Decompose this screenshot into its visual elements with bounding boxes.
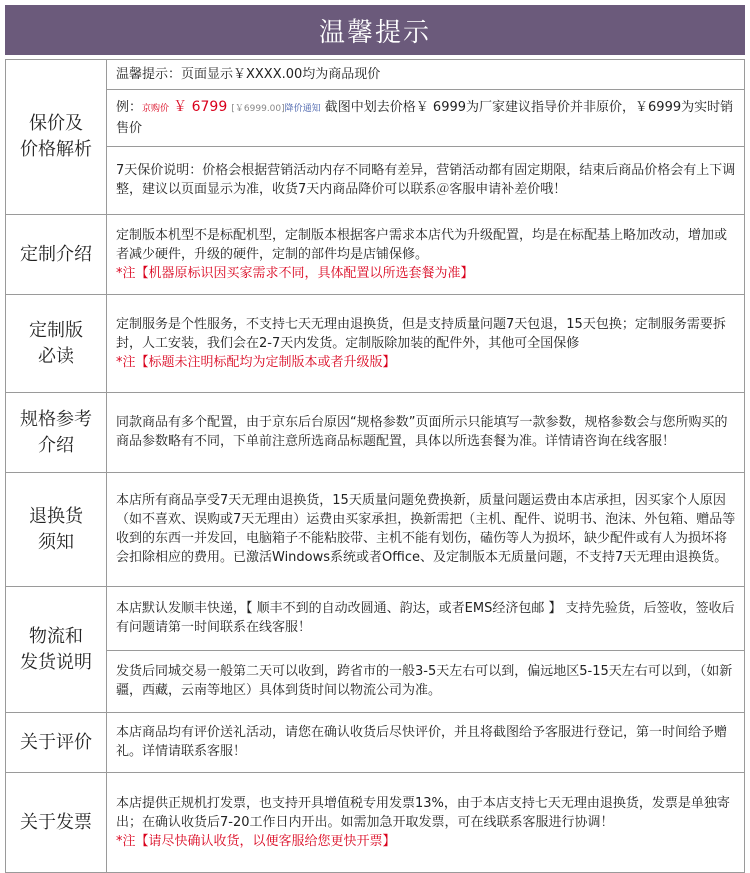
logistics-express-text: 本店默认发顺丰快递，【 顺丰不到的自动改圆通、韵达，或者EMS经济包邮 】 支持先验货，后签收，签收后有问题请第一时间联系在线客服！ (107, 587, 745, 651)
label-custom-read: 定制版 必读 (6, 295, 107, 393)
price-example-prefix: 例： (116, 99, 143, 115)
review-text: 本店商品均有评价送礼活动，请您在确认收货后尽快评价，并且将截图给予客服进行登记，第一时间给予赠礼。详情请联系客服！ (107, 713, 745, 773)
table-row-price-2 (6, 90, 745, 147)
table-row-return (6, 473, 745, 587)
price-note-current: 温馨提示：页面显示￥XXXX.00均为商品现价 (107, 60, 745, 90)
custom-content (107, 215, 745, 295)
invoice-note: *注【请尽快确认收货，以便客服给您更快开票】 (116, 833, 396, 849)
custom-read-note: *注【标题未注明标配均为定制版本或者升级版】 (116, 354, 396, 370)
table-row-spec (6, 393, 745, 473)
custom-text: 定制版本机型不是标配机型，定制版本根据客户需求本店代为升级配置，均是在标配基上略加改动，增加或者减少硬件，升级的硬件，定制的部件均是店铺保修。 (116, 227, 728, 262)
label-price: 保价及 价格解析 (6, 60, 107, 215)
custom-read-content (107, 295, 745, 393)
demo-price-notice-link[interactable]: 降价通知 (284, 103, 321, 114)
spec-text: 同款商品有多个配置，由于京东后台原因“规格参数”页面所示只能填写一款参数，规格参数会与您所购买的商品参数略有不同，下单前注意所选商品标题配置，具体以所选套餐为准。详情请咨询在线客服！ (107, 393, 745, 473)
table-row-invoice (6, 773, 745, 873)
custom-read-text: 定制服务是个性服务，不支持七天无理由退换货，但是支持质量问题7天包退，15天包换；定制服务需要拆封，人工安装，我们会在2-7天内发货。定制版除加装的配件外，其他可全国保修 (116, 316, 726, 351)
invoice-content (107, 773, 745, 873)
price-protect-note: 7天保价说明：价格会根据营销活动内存不同略有差异，营销活动都有固定期限，结束后商品价格会有上下调整，建议以页面显示为准，收货7天内商品降价可以联系＠客服申请补差价哦！ (107, 147, 745, 215)
demo-original-price: [￥6999.00] (231, 103, 285, 114)
tips-table (5, 59, 745, 873)
table-row-price-3 (6, 147, 745, 215)
page-title: 温馨提示 (5, 5, 745, 55)
custom-note: *注【机器原标识因买家需求不同，具体配置以所选套餐为准】 (116, 265, 474, 281)
invoice-text: 本店提供正规机打发票，也支持开具增值税专用发票13%，由于本店支持七天无理由退换货，发票是单独寄出；在确认收货后7-20工作日内开出。如需加急开取发票，可在线联系客服进行协调！ (116, 795, 730, 830)
label-logistics: 物流和 发货说明 (6, 587, 107, 713)
demo-price-label: 京购价 (142, 103, 170, 114)
label-invoice: 关于发票 (6, 773, 107, 873)
table-row-logistics-1 (6, 587, 745, 651)
table-row-price-1 (6, 60, 745, 90)
logistics-delivery-text: 发货后同城交易一般第二天可以收到，跨省市的一般3-5天左右可以到，偏远地区5-15天左右可以到，（如新疆，西藏，云南等地区）具体到货时间以物流公司为准。 (107, 651, 745, 713)
table-row-review (6, 713, 745, 773)
table-row-logistics-2 (6, 651, 745, 713)
label-custom: 定制介绍 (6, 215, 107, 295)
demo-price-value: ￥ 6799 (173, 98, 228, 115)
label-spec: 规格参考 介绍 (6, 393, 107, 473)
price-example-text: 截图中划去价格￥ 6999为厂家建议指导价并非原价，￥6999为实时销售价 (116, 99, 734, 136)
label-review: 关于评价 (6, 713, 107, 773)
label-return: 退换货 须知 (6, 473, 107, 587)
return-text: 本店所有商品享受7天无理由退换货，15天质量问题免费换新，质量问题运费由本店承担，因买家个人原因（如不喜欢、误购或7天无理由）运费由买家承担，换新需把（主机、配件、说明书、泡沫、外包箱、赠品等收到的东西一并发回，电脑箱子不能粘胶带、主机不能有划伤，磕伤等人为损坏，缺少配件或有人为损坏将会扣除相应的费用。已激活Windows系统或者Office、及定制版本无质量问题，不支持7天无理由退换货。 (107, 473, 745, 587)
table-row-custom-read (6, 295, 745, 393)
table-row-custom (6, 215, 745, 295)
price-example (107, 90, 745, 147)
